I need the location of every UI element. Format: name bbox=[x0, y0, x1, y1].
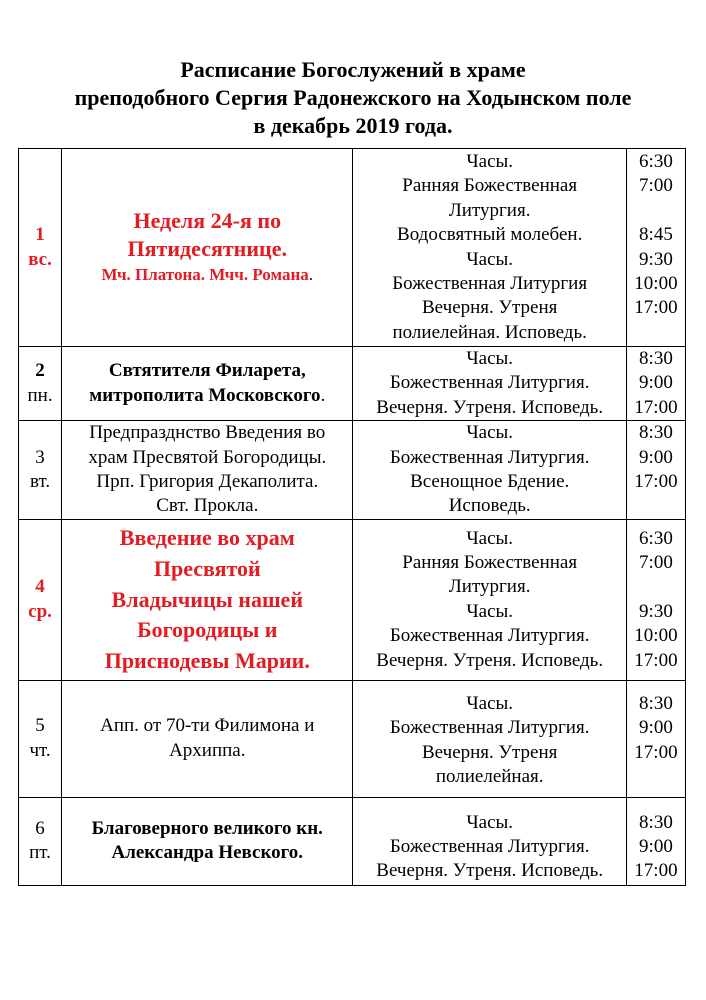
time-value bbox=[627, 494, 685, 518]
service-line: Вечерня. Утреня. Исповедь. bbox=[376, 860, 604, 882]
time-value bbox=[627, 321, 685, 345]
day-weekday: вс. bbox=[28, 248, 52, 270]
feast-line: Апп. от 70-ти Филимона и bbox=[100, 715, 315, 737]
day-number: 1 bbox=[35, 224, 45, 246]
time-value: 8:30 bbox=[639, 811, 673, 833]
service-line: Часы. bbox=[466, 348, 514, 369]
time-value: 7:00 bbox=[639, 552, 673, 574]
day-number: 5 bbox=[35, 715, 45, 737]
feast-line: Свтятителя Филарета, bbox=[108, 360, 306, 382]
times-cell bbox=[626, 347, 685, 421]
service-line: Всенощное Бдение. bbox=[410, 470, 570, 492]
feast-line-text: митрополита Московского bbox=[89, 384, 321, 406]
day-weekday: ср. bbox=[28, 600, 52, 622]
feast-line: Благоверного великого кн. bbox=[91, 817, 323, 839]
time-value: 10:00 bbox=[634, 272, 678, 294]
day-weekday: чт. bbox=[29, 739, 51, 761]
time-value: 9:30 bbox=[639, 600, 673, 622]
time-value: 10:00 bbox=[634, 625, 678, 647]
feast-cell bbox=[62, 797, 353, 885]
feast-line: Неделя 24-я по bbox=[133, 208, 282, 234]
time-value: 17:00 bbox=[634, 470, 678, 492]
service-line: Вечерня. Утреня. Исповедь. bbox=[376, 649, 604, 671]
feast-line: Свт. Прокла. bbox=[156, 495, 259, 517]
service-line: полиелейная. Исповедь. bbox=[392, 321, 587, 343]
time-value: 17:00 bbox=[634, 649, 678, 671]
service-line: Часы. bbox=[466, 248, 514, 270]
day-number: 2 bbox=[35, 360, 45, 382]
services-cell bbox=[353, 149, 626, 347]
time-value: 9:00 bbox=[639, 717, 673, 739]
day-weekday: вт. bbox=[29, 470, 51, 492]
time-value: 6:30 bbox=[639, 527, 673, 549]
time-value: 9:00 bbox=[639, 372, 673, 394]
table-row bbox=[19, 149, 686, 347]
service-line: Вечерня. Утреня bbox=[422, 741, 558, 763]
service-line: Часы. bbox=[466, 811, 514, 833]
day-number: 4 bbox=[35, 576, 45, 598]
feast-line: Предпразднство Введения во bbox=[89, 422, 326, 444]
service-line: Божественная Литургия bbox=[392, 272, 588, 294]
day-cell bbox=[19, 421, 62, 520]
feast-line: храм Пресвятой Богородицы. bbox=[88, 446, 327, 468]
service-line: Ранняя Божественная bbox=[402, 552, 578, 574]
service-line: Часы. bbox=[466, 527, 514, 549]
service-line: Божественная Литургия. bbox=[389, 372, 590, 394]
feast-cell bbox=[62, 421, 353, 520]
time-value: 17:00 bbox=[634, 297, 678, 319]
time-value: 17:00 bbox=[634, 860, 678, 882]
time-value: 8:30 bbox=[639, 422, 673, 444]
day-cell bbox=[19, 149, 62, 347]
feast-cell bbox=[62, 347, 353, 421]
service-line: Литургия. bbox=[448, 576, 531, 598]
time-value: 7:00 bbox=[639, 175, 673, 197]
services-cell bbox=[353, 421, 626, 520]
service-line: Божественная Литургия. bbox=[389, 717, 590, 739]
service-line: Вечерня. Утреня bbox=[422, 297, 558, 319]
feast-line-tail: . bbox=[320, 384, 326, 406]
feast-subtitle-tail: . bbox=[308, 265, 313, 285]
time-value: 6:30 bbox=[639, 150, 673, 172]
service-line: Вечерня. Утреня. Исповедь. bbox=[376, 396, 604, 418]
time-value: 17:00 bbox=[634, 741, 678, 763]
times-cell bbox=[626, 680, 685, 797]
feast-line: Пятидесятнице. bbox=[127, 236, 287, 262]
feast-line: Александра Невского. bbox=[111, 842, 304, 864]
service-line: Ранняя Божественная bbox=[402, 175, 578, 197]
day-cell bbox=[19, 797, 62, 885]
time-value bbox=[627, 199, 685, 223]
service-line: Водосвятный молебен. bbox=[397, 224, 583, 246]
day-cell bbox=[19, 347, 62, 421]
time-value: 9:00 bbox=[639, 446, 673, 468]
time-value bbox=[627, 575, 685, 599]
table-row bbox=[19, 519, 686, 680]
page-title bbox=[0, 56, 706, 140]
service-line: Литургия. bbox=[448, 199, 531, 221]
time-value: 8:30 bbox=[639, 348, 673, 369]
feast-line: Богородицы и bbox=[137, 617, 278, 643]
feast-line: Приснодевы Марии. bbox=[104, 647, 310, 673]
service-line: Часы. bbox=[466, 150, 514, 172]
table-row bbox=[19, 421, 686, 520]
time-value: 17:00 bbox=[634, 396, 678, 418]
services-cell bbox=[353, 519, 626, 680]
day-cell bbox=[19, 680, 62, 797]
time-value: 9:30 bbox=[639, 248, 673, 270]
day-number: 3 bbox=[35, 446, 45, 468]
times-cell bbox=[626, 421, 685, 520]
table-row bbox=[19, 797, 686, 885]
service-line: Божественная Литургия. bbox=[389, 625, 590, 647]
day-weekday: пт. bbox=[29, 842, 51, 864]
feast-cell bbox=[62, 149, 353, 347]
title-line: преподобного Сергия Радонежского на Ходынском поле bbox=[74, 85, 632, 110]
service-line: Божественная Литургия. bbox=[389, 836, 590, 858]
service-line: полиелейная. bbox=[435, 766, 544, 788]
times-cell bbox=[626, 149, 685, 347]
day-number: 6 bbox=[35, 817, 45, 839]
table-row bbox=[19, 680, 686, 797]
services-cell bbox=[353, 797, 626, 885]
service-line: Часы. bbox=[466, 600, 514, 622]
title-line: Расписание Богослужений в храме bbox=[180, 57, 526, 82]
day-weekday: пн. bbox=[27, 384, 53, 406]
feast-line: Архиппа. bbox=[169, 739, 246, 761]
feast-line: Прп. Григория Декаполита. bbox=[96, 470, 319, 492]
feast-subtitle: Мч. Платона. Мчч. Романа bbox=[101, 265, 309, 285]
day-cell bbox=[19, 519, 62, 680]
service-line: Исповедь. bbox=[448, 495, 531, 517]
feast-line bbox=[62, 384, 352, 408]
services-cell bbox=[353, 347, 626, 421]
table-row bbox=[19, 347, 686, 421]
feast-line: Введение во храм bbox=[119, 525, 295, 551]
feast-cell bbox=[62, 519, 353, 680]
title-line: в декабрь 2019 года. bbox=[253, 113, 453, 138]
service-line: Божественная Литургия. bbox=[389, 446, 590, 468]
time-value: 8:45 bbox=[639, 224, 673, 246]
times-cell bbox=[626, 797, 685, 885]
feast-line: Пресвятой bbox=[153, 555, 261, 581]
time-value: 9:00 bbox=[639, 836, 673, 858]
schedule-table bbox=[18, 148, 686, 886]
time-value bbox=[627, 765, 685, 789]
feast-cell bbox=[62, 680, 353, 797]
service-line: Часы. bbox=[466, 422, 514, 444]
feast-line bbox=[62, 263, 352, 287]
service-line: Часы. bbox=[466, 693, 514, 715]
services-cell bbox=[353, 680, 626, 797]
times-cell bbox=[626, 519, 685, 680]
feast-line: Владычицы нашей bbox=[111, 586, 303, 612]
time-value: 8:30 bbox=[639, 693, 673, 715]
